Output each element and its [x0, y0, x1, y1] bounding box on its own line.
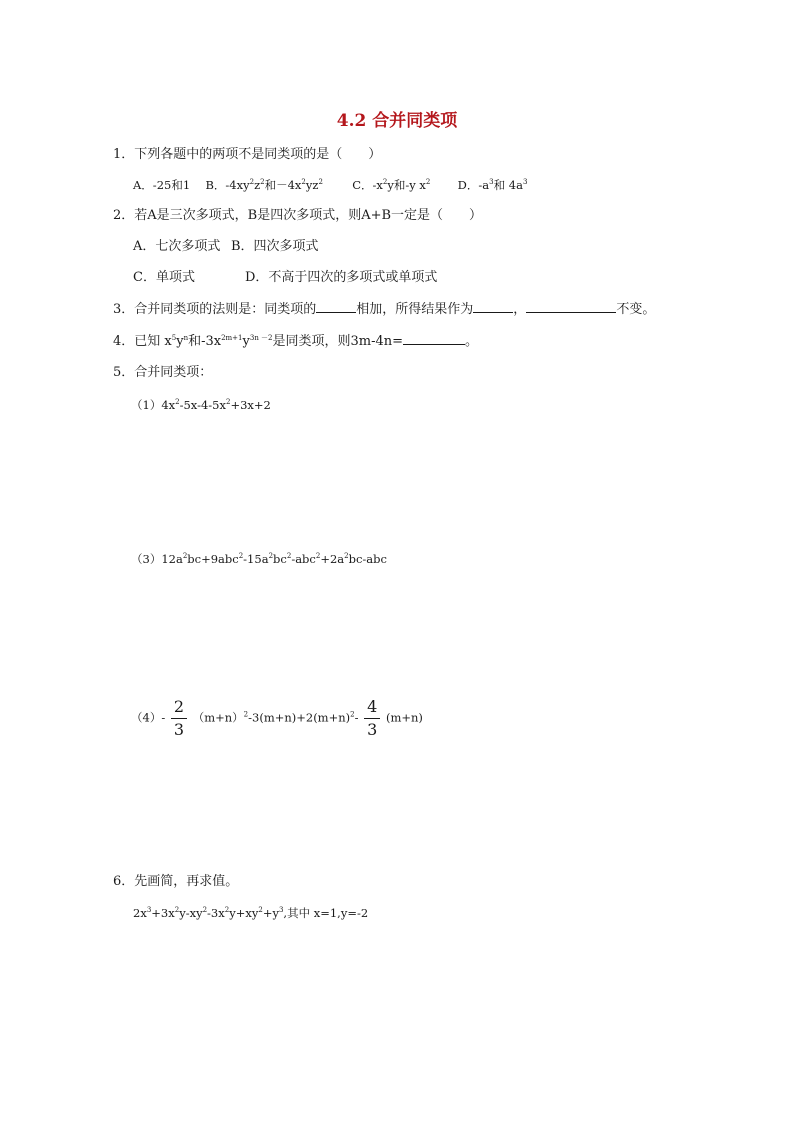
- blank-3: [526, 300, 616, 313]
- blank-4: [403, 332, 465, 345]
- question-4-stem: 4．已知 $x^5y^n$和$-3x^{2m+1}y^{3n -2}$是同类项，则3m-4n= 。: [113, 334, 479, 349]
- question-2-stem: 2．若A是三次多项式，B是四次多项式，则A+B一定是（ ）: [113, 208, 483, 223]
- question-5-stem: 5．合并同类项：: [113, 365, 213, 380]
- question-1-stem: 1．下列各题中的两项不是同类项的是（ ）: [113, 147, 382, 162]
- page-title: 4.2 合并同类项: [336, 111, 458, 131]
- q2-option-b: B．四次多项式: [231, 239, 319, 254]
- question-3-stem: 3．合并同类项的法则是：同类项的 相加，所得结果作为 ， 不变。: [113, 302, 656, 317]
- blank-1: [316, 300, 356, 313]
- q6-expression: $2x^3+3x^2y-xy^2-3x^2y+xy^2+y^3$,其中 x=1,y=-2: [133, 906, 369, 920]
- q1-option-d: D．$-a^3$和 $4a^3$: [457, 178, 528, 192]
- q1-option-b: B．$-4xy^2z^2$和$-4x^2yz^2$: [205, 178, 323, 192]
- q5-subquestion-1: $(1)4x^2-5x-4-5x^2+3x+2$: [131, 398, 271, 412]
- question-6-stem: 6．先画简，再求值。: [113, 874, 239, 889]
- q2-option-d: D．不高于四次的多项式或单项式: [245, 270, 438, 285]
- question-1-options: [133, 177, 527, 193]
- q5-subquestion-4: （4）- $\frac{2}{3}$ $(m+n)^2-3(m+n)+2(m+n)^2-$ $\frac{4}{3}$ (m+n): [131, 697, 423, 739]
- fraction-four-thirds: $\frac{4}{3}$: [364, 697, 380, 740]
- q2-option-c: C．单项式: [133, 270, 195, 285]
- q2-option-a: A．七次多项式: [133, 239, 221, 254]
- q5-subquestion-3: $(3)12a^2bc+9abc^2-15a^2bc^2-abc^2+2a^2bc$-abc: [131, 552, 387, 566]
- q1-option-a: A．-25和1: [133, 178, 191, 192]
- q1-option-c: C．$-x^2y$和-y $x^2$: [352, 178, 431, 192]
- fraction-two-thirds: $\frac{2}{3}$: [171, 697, 187, 740]
- blank-2: [473, 300, 513, 313]
